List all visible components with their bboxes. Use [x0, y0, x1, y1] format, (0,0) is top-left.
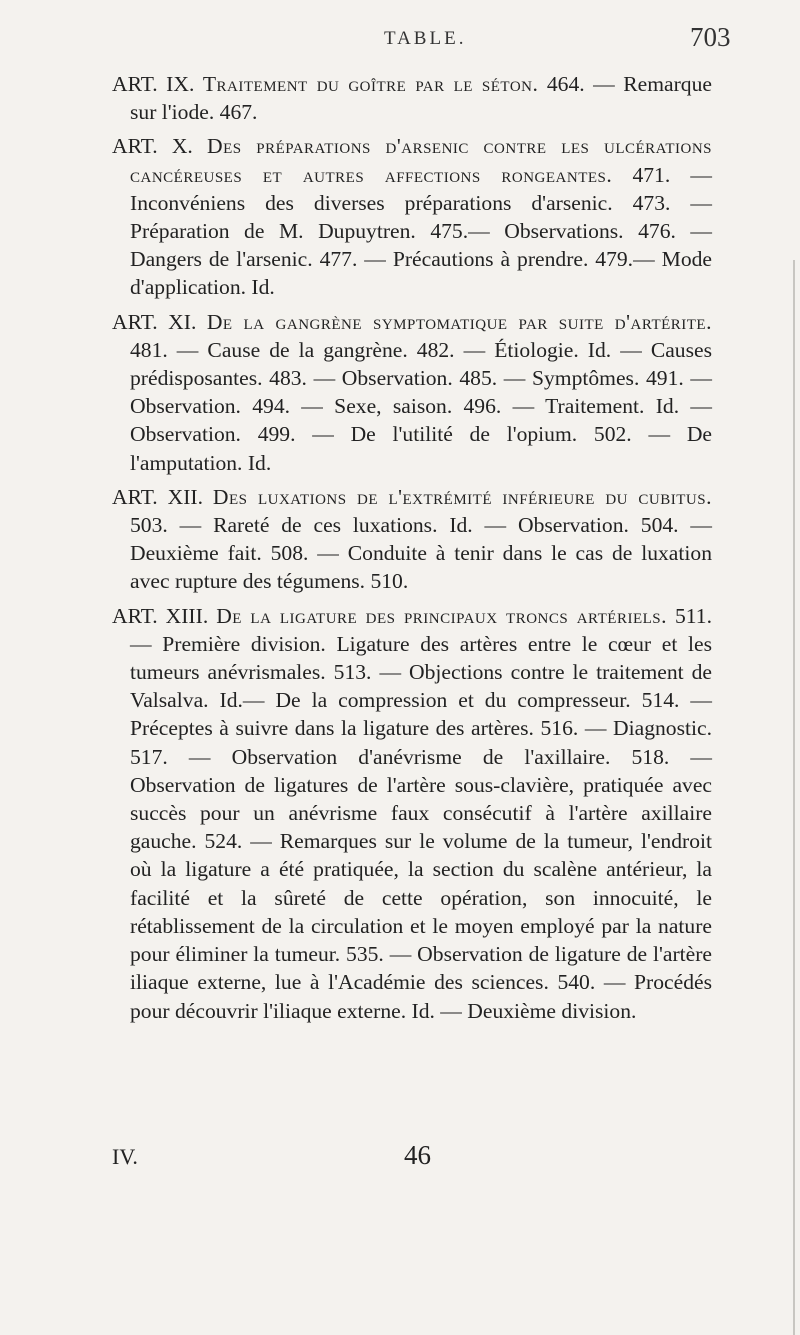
article-heading: Des luxations de l'extrémité inférieure du cubitus.	[212, 484, 712, 509]
article-number: ART. X.	[112, 134, 193, 159]
article-number: ART. IX.	[112, 72, 195, 96]
gathering-number: 46	[404, 1140, 431, 1170]
article-heading: De la ligature des principaux troncs artériels.	[216, 603, 668, 628]
page-footer	[112, 1140, 712, 1180]
article-text: 464. — Remarque sur l'iode. 467.	[130, 72, 712, 125]
article-text: 511. — Première division. Ligature des artères entre le cœur et les tumeurs anévrismales. 513. — Objections contre le traitement de Valsalva. Id.— De la compression et du compresseur. 514. — Préceptes à suivre dans la ligature des artères. 516. — Diagnostic. 517. — Observation d'anévrisme de l'axillaire. 518. — Observation de ligatures de l'artère sous-clavière, pratiquée avec succès pour un anévrisme faux consécutif à l'artère axillaire gauche. 524. — Remarques sur le volume de la tumeur, l'endroit où la ligature a été pratiquée, la section du scalène antérieur, la facilité et la sûreté de cette opération, son innocuité, le rétablissement de la circulation et le moyen employé par la nature pour éliminer la tumeur. 535. — Observation de ligature de l'artère iliaque externe, lue à l'Académie des sciences. 540. — Procédés pour découvrir l'iliaque externe. Id. — Deuxième division.	[130, 603, 712, 1023]
article-number: ART. XII.	[112, 484, 203, 509]
toc-entry-art-12	[112, 483, 712, 596]
article-text: 481. — Cause de la gangrène. 482. — Étiologie. Id. — Causes prédisposantes. 483. — Observation. 485. — Symptômes. 491. — Observation. 494. — Sexe, saison. 496. — Traitement. Id. — Observation. 499. — De l'utilité de l'opium. 502. — De l'amputation. Id.	[130, 337, 712, 475]
page-edge-shadow	[793, 260, 795, 1335]
toc-entry-art-10	[112, 132, 712, 301]
signature-mark: IV.	[112, 1144, 138, 1169]
toc-entry-art-9	[112, 70, 712, 126]
article-number: ART. XI.	[112, 309, 197, 334]
toc-entry-art-13	[112, 602, 712, 1025]
article-text: 503. — Rareté de ces luxations. Id. — Observation. 504. — Deuxième fait. 508. — Conduite à tenir dans le cas de luxation avec rupture des tégumens. 510.	[130, 513, 712, 594]
running-head	[0, 20, 800, 60]
article-text: 471. — Inconvéniens des diverses préparations d'arsenic. 473. — Préparation de M. Dupuytren. 475.— Observations. 476. — Dangers de l'arsenic. 477. — Précautions à prendre. 479.— Mode d'application. Id.	[130, 162, 713, 300]
article-heading: Traitement du goître par le séton.	[202, 72, 539, 96]
table-of-contents-body	[112, 70, 712, 1031]
article-heading: De la gangrène symptomatique par suite d'artérite.	[206, 309, 712, 334]
page-number: 703	[690, 22, 731, 52]
running-title: TABLE.	[384, 28, 467, 49]
toc-entry-art-11	[112, 308, 712, 477]
article-number: ART. XIII.	[112, 603, 209, 628]
article-heading: Des préparations d'arsenic contre les ulcérations cancéreuses et autres affections rongeantes.	[130, 134, 713, 187]
